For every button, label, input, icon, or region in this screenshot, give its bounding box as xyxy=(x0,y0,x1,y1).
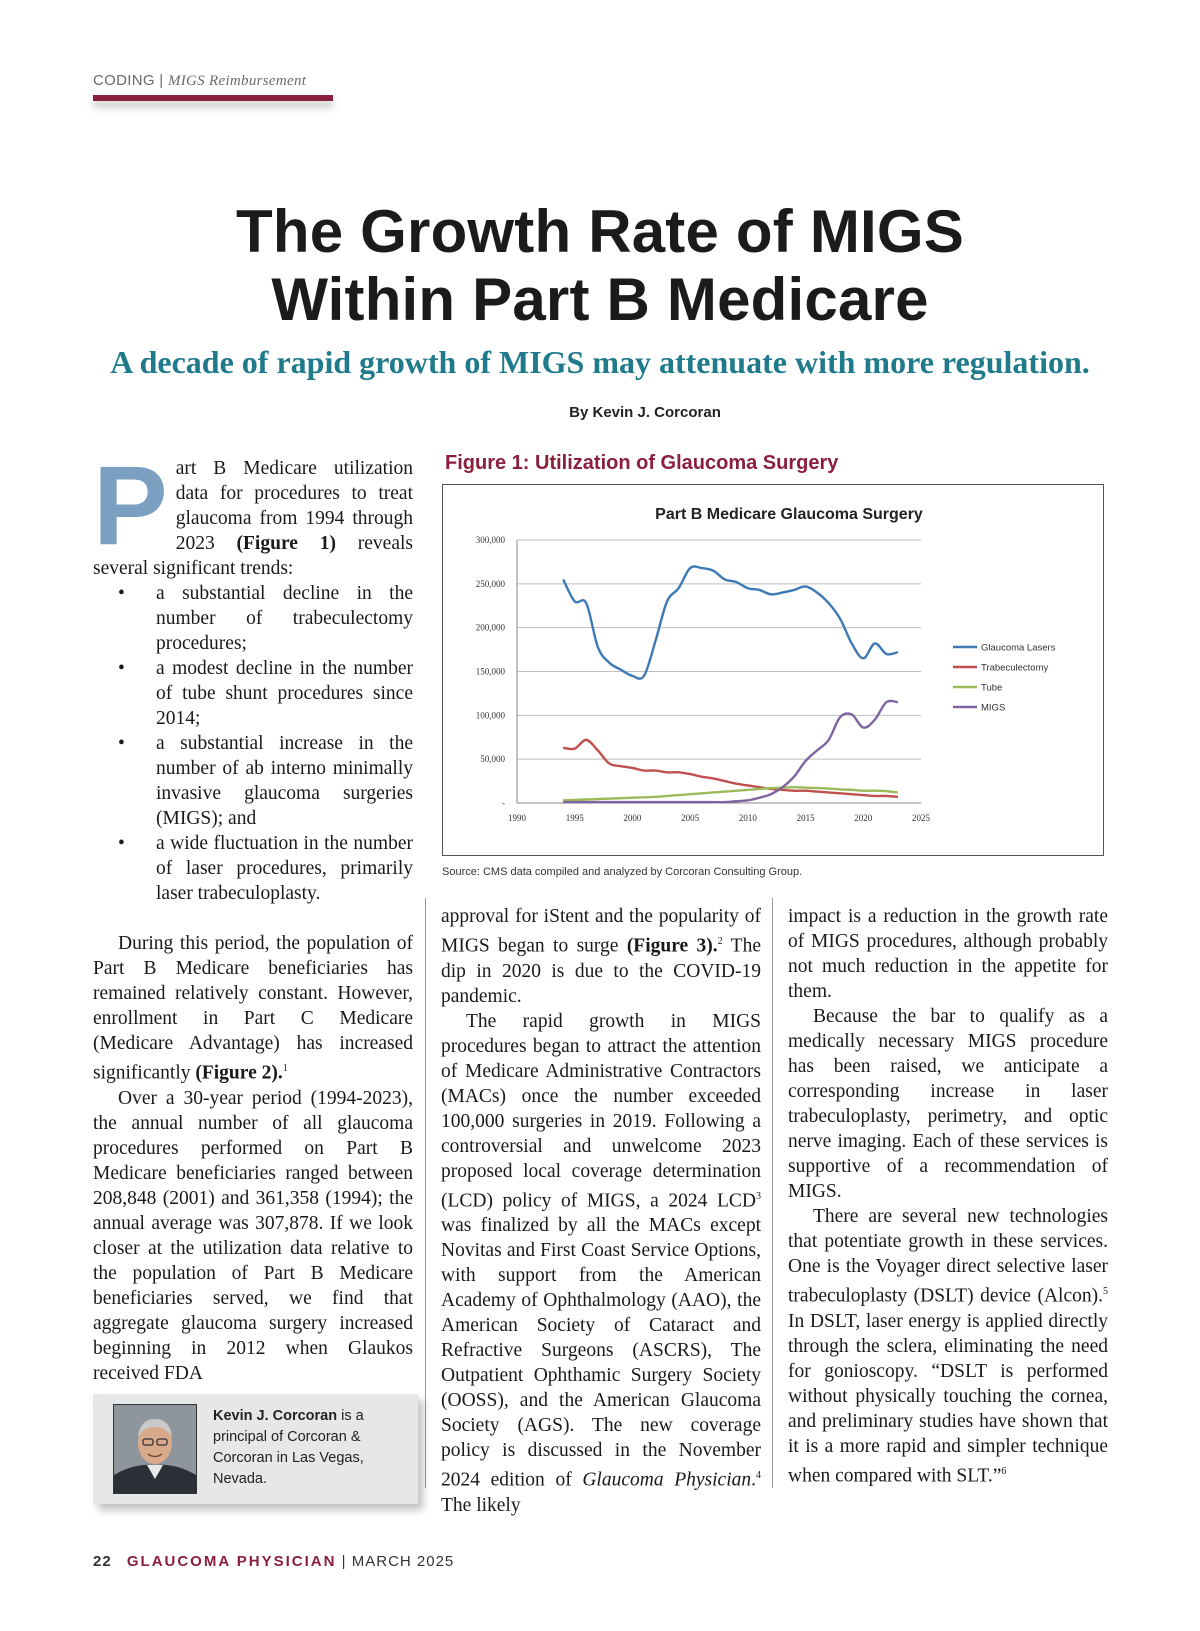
y-tick-label: 250,000 xyxy=(475,578,505,589)
reference-2[interactable]: 2 xyxy=(717,936,723,947)
paragraph-text: There are several new technologies that potentiate growth in these services. One is the Voyager direct selective laser trabeculoplasty (DSLT) device (Alcon). xyxy=(788,1206,1108,1307)
legend-label: Glaucoma Lasers xyxy=(981,642,1056,654)
paragraph-text: The rapid growth in MIGS procedures began to attract the attention of Medicare Administrative Contractors (MACs) once the number exceeded 100,000 surgeries in 2019. Following a controversial and unwelcome 2023 proposed local coverage determination (LCD) policy of MIGS, a 2024 LCD xyxy=(441,1010,761,1211)
byline: By Kevin J. Corcoran xyxy=(569,404,721,421)
legend-label: Trabeculectomy xyxy=(981,662,1049,674)
paragraph-text: During this period, the population of Part B Medicare beneficiaries has remained relatively constant. However, enrollment in Part C Medicare (Medicare Advantage) has increased significantly xyxy=(93,933,413,1084)
y-tick-label: 150,000 xyxy=(475,666,505,677)
page-number: 22 xyxy=(93,1553,112,1570)
author-name: Kevin J. Corcoran xyxy=(213,1408,338,1424)
intro-text: art B Medicare utilization data for procedures to treat glaucoma from 1994 through 2023 xyxy=(175,458,413,554)
intro-tail: reveals several significant trends: xyxy=(93,533,414,579)
bullet-icon: • xyxy=(118,833,125,854)
y-tick-label: 100,000 xyxy=(475,710,505,721)
x-tick-label: 2000 xyxy=(623,813,642,823)
x-tick-label: 1995 xyxy=(565,813,584,823)
column-3 xyxy=(788,904,1108,1488)
paragraph-text: was finalized by all the MACs except Novitas and First Coast Service Options, with support from the American Academy of Ophthalmology (AAO), the American Society of Cataract and Refractive Surgeons (ASCRS), The Outpatient Ophthamic Surgery Society (OOSS), and the American Glaucoma Society (AGS). The new coverage policy is discussed in the November 2024 edition of xyxy=(441,1215,761,1491)
paragraph: Over a 30-year period (1994-2023), the annual number of all glaucoma procedures performed on Part B Medicare beneficiaries ranged between 208,848 (2001) and 361,358 (1994); the annual average was 307,878. If we look closer at the utilization data relative to the population of Part B Medicare beneficiaries served, we find that aggregate glaucoma surgery increased beginning in 2012 when Glaukos received FDA xyxy=(93,1087,413,1384)
figure-2-ref[interactable]: (Figure 2). xyxy=(195,1062,283,1084)
author-bio-box xyxy=(93,1394,418,1504)
paragraph-text: In DSLT, laser energy is applied directly through the sclera, eliminating the need for gonioscopy. “DSLT is performed without physically touching the cornea, and preliminary studies have shown that it is a more rapid and simpler technique when compared with SLT.” xyxy=(788,1310,1108,1486)
y-tick-label: - xyxy=(502,798,505,808)
reference-6[interactable]: 6 xyxy=(1001,1465,1007,1477)
paragraph xyxy=(788,1204,1108,1488)
legend-label: MIGS xyxy=(981,702,1006,714)
legend-label: Tube xyxy=(981,682,1003,694)
section-header xyxy=(93,72,306,90)
title-line-1: The Growth Rate of MIGS xyxy=(236,198,964,265)
x-tick-label: 2005 xyxy=(681,813,700,823)
figure-3-ref[interactable]: (Figure 3). xyxy=(626,935,718,957)
x-tick-label: 2020 xyxy=(854,813,873,823)
journal-name: Glaucoma Physician xyxy=(582,1469,752,1491)
bullet-icon: • xyxy=(118,583,125,604)
paragraph xyxy=(441,904,761,1009)
figure-1-ref[interactable]: (Figure 1) xyxy=(236,533,336,554)
trend-list xyxy=(93,581,413,906)
column-divider xyxy=(425,898,426,1488)
page-footer xyxy=(93,1553,454,1570)
reference-4[interactable]: 4 xyxy=(756,1470,761,1481)
series-line-migs xyxy=(563,701,898,802)
list-item-text: a substantial decline in the number of trabeculectomy procedures; xyxy=(156,583,413,654)
title-line-2: Within Part B Medicare xyxy=(271,266,929,333)
article-subtitle: A decade of rapid growth of MIGS may attenuate with more regulation. xyxy=(110,344,1090,380)
y-tick-label: 50,000 xyxy=(480,754,505,765)
column-1 xyxy=(93,443,414,1386)
series-line-glaucoma-lasers xyxy=(563,566,898,678)
article-title xyxy=(0,198,1200,334)
list-item-text: a wide fluctuation in the number of laser procedures, primarily laser trabeculoplasty. xyxy=(156,833,413,904)
drop-cap: P xyxy=(93,443,168,568)
y-tick-label: 300,000 xyxy=(475,535,505,545)
footer-separator: | xyxy=(341,1553,347,1570)
bullet-icon: • xyxy=(118,658,125,679)
figure-frame xyxy=(442,484,1104,856)
reference-5[interactable]: 5 xyxy=(1103,1286,1108,1297)
paragraph: Because the bar to qualify as a medically necessary MIGS procedure has been raised, we anticipate a corresponding increase in laser trabeculoplasty, perimetry, and optic nerve imaging. Each of these services is supportive of a recommendation of MIGS. xyxy=(788,1006,1108,1202)
paragraph: impact is a reduction in the growth rate of MIGS procedures, although probably not much reduction in the appetite for them. xyxy=(788,906,1108,1002)
section-label: MIGS Reimbursement xyxy=(167,73,307,89)
paragraph xyxy=(441,1009,761,1518)
category-label: CODING xyxy=(93,72,155,89)
paragraph xyxy=(93,931,413,1086)
x-tick-label: 2010 xyxy=(738,813,757,823)
bio-description: is a principal of Corcoran & Corcoran in Las Vegas, Nevada. xyxy=(213,1408,364,1487)
intro-paragraph xyxy=(93,443,414,581)
x-tick-label: 1990 xyxy=(508,813,526,823)
list-item-text: a substantial increase in the number of ab interno minimally invasive glaucoma surgeries (MIGS); and xyxy=(156,733,413,829)
list-item xyxy=(93,581,413,656)
column-divider xyxy=(772,898,773,1488)
column-2 xyxy=(441,904,761,1518)
x-tick-label: 2015 xyxy=(796,813,815,823)
list-item xyxy=(93,731,413,831)
author-bio-text xyxy=(213,1406,408,1490)
reference-1[interactable]: 1 xyxy=(282,1063,288,1074)
paragraph-text: The likely xyxy=(441,1494,521,1516)
header-separator: | xyxy=(159,72,164,89)
bullet-icon: • xyxy=(118,733,125,754)
reference-3[interactable]: 3 xyxy=(756,1190,761,1202)
paragraph-text: approval for iStent and the popularity of MIGS began to surge xyxy=(441,906,761,957)
x-tick-label: 2025 xyxy=(912,813,930,823)
list-item xyxy=(93,831,413,906)
list-item xyxy=(93,656,413,731)
series-line-trabeculectomy xyxy=(563,740,898,797)
issue-date: MARCH 2025 xyxy=(351,1553,455,1570)
paragraph-text: . xyxy=(751,1469,756,1491)
magazine-name: GLAUCOMA PHYSICIAN xyxy=(126,1553,337,1570)
figure-caption: Figure 1: Utilization of Glaucoma Surgery xyxy=(445,452,839,474)
y-tick-label: 200,000 xyxy=(475,622,505,633)
author-photo xyxy=(113,1404,197,1494)
list-item-text: a modest decline in the number of tube shunt procedures since 2014; xyxy=(156,658,413,729)
paragraph-text: The dip in 2020 is due to the COVID-19 pandemic. xyxy=(441,935,761,1007)
chart-title: Part B Medicare Glaucoma Surgery xyxy=(655,506,923,523)
header-rule xyxy=(93,95,333,101)
line-chart xyxy=(443,485,1102,854)
figure-source: Source: CMS data compiled and analyzed by Corcoran Consulting Group. xyxy=(442,866,803,878)
